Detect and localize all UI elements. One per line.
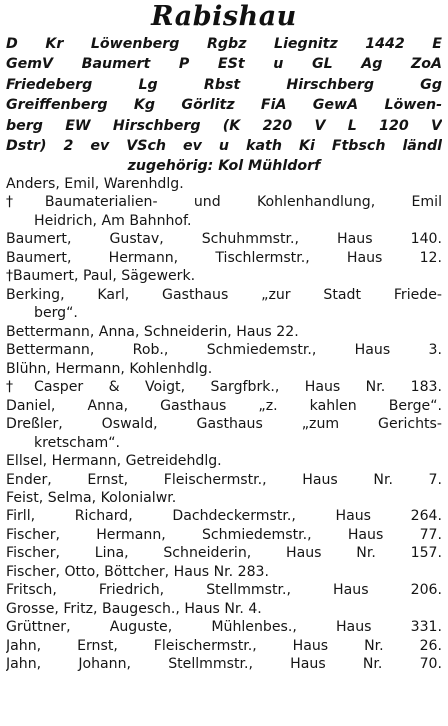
list-item: †Baumert, Paul, Sägewerk. — [6, 268, 196, 285]
list-item: Fischer, Hermann, Schmiedemstr., Haus 77. — [6, 526, 442, 543]
list-item: Anders, Emil, Warenhdlg. — [6, 176, 184, 192]
list-item: Feist, Selma, Kolonialwr. — [6, 489, 177, 506]
list-item: Ellsel, Hermann, Getreidehdlg. — [6, 453, 222, 470]
list-item-continuation: Heidrich, Am Bahnhof. — [34, 212, 192, 229]
list-item: Ender, Ernst, Fleischermstr., Haus Nr. 7. — [6, 471, 442, 488]
list-item: Blühn, Hermann, Kohlenhdlg. — [6, 360, 213, 377]
list-item-continuation: berg“. — [34, 305, 78, 322]
belongs-to-line: zugehörig: Kol Mühldorf — [127, 158, 321, 175]
list-item: Fischer, Otto, Böttcher, Haus Nr. 283. — [6, 563, 269, 580]
place-title: Rabishau — [151, 1, 297, 32]
description-line: D Kr Löwenberg Rgbz Liegnitz 1442 E — [6, 36, 442, 52]
list-item: Daniel, Anna, Gasthaus „z. kahlen Berge“. — [6, 397, 442, 414]
list-item: Grosse, Fritz, Baugesch., Haus Nr. 4. — [6, 600, 262, 617]
description-line: berg EW Hirschberg (K 220 V L 120 V — [6, 117, 442, 134]
list-item: †Baumaterialien- und Kohlenhandlung, Emil — [6, 194, 442, 211]
list-item: †Casper & Voigt, Sargfbrk., Haus Nr. 183. — [6, 379, 442, 396]
list-item: Jahn, Ernst, Fleischermstr., Haus Nr. 26. — [6, 637, 442, 654]
description-line: Friedeberg Lg Rbst Hirschberg Gg — [6, 76, 442, 93]
list-item: Bettermann, Anna, Schneiderin, Haus 22. — [6, 323, 299, 340]
description-line: Greiffenberg Kg Görlitz FiA GewA Löwen- — [6, 97, 442, 114]
description-line: GemV Baumert P ESt u GL Ag ZoA — [6, 56, 442, 73]
list-item: Fritsch, Friedrich, Stellmmstr., Haus 206. — [6, 582, 442, 599]
list-item: Baumert, Gustav, Schuhmmstr., Haus 140. — [6, 231, 442, 248]
list-item: Berking, Karl, Gasthaus „zur Stadt Friede- — [6, 286, 442, 303]
list-item: Grüttner, Auguste, Mühlenbes., Haus 331. — [6, 619, 442, 636]
list-item-continuation: kretscham“. — [34, 434, 121, 451]
place-description — [6, 34, 442, 177]
list-item: Fischer, Lina, Schneiderin, Haus Nr. 157. — [6, 545, 442, 562]
description-line: Dstr) 2 ev VSch ev u kath Ki Ftbsch ländl — [6, 137, 442, 154]
resident-list — [6, 175, 442, 674]
list-item: Baumert, Hermann, Tischlermstr., Haus 12. — [6, 249, 442, 266]
list-item: Firll, Richard, Dachdeckermstr., Haus 264. — [6, 508, 442, 525]
list-item: Dreßler, Oswald, Gasthaus „zum Gerichts- — [6, 416, 442, 433]
list-item: Bettermann, Rob., Schmiedemstr., Haus 3. — [6, 342, 442, 359]
list-item: Jahn, Johann, Stellmmstr., Haus Nr. 70. — [6, 656, 442, 673]
